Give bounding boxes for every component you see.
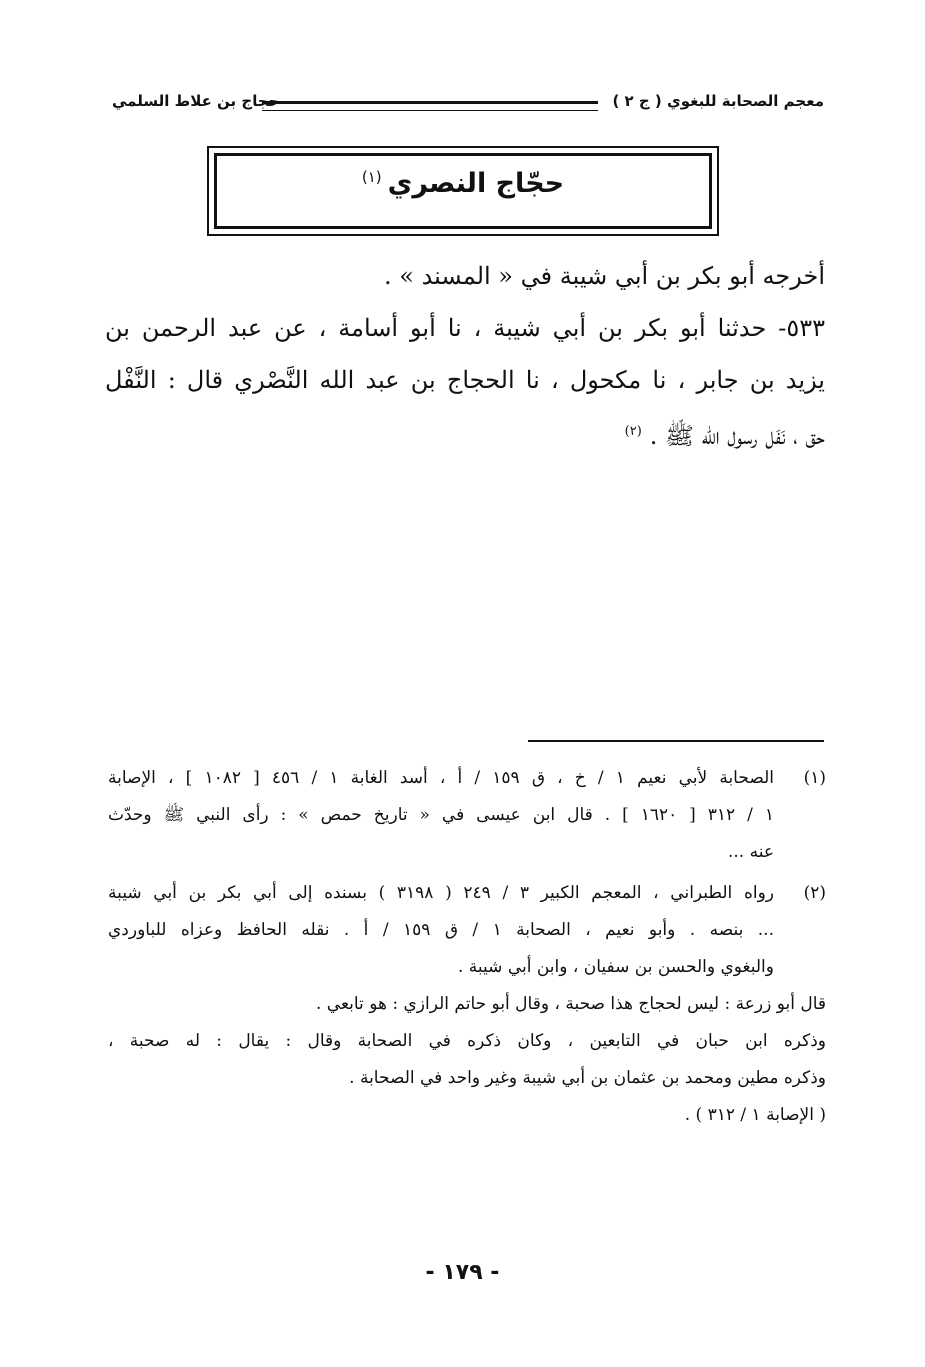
footnote-number: (٢) xyxy=(803,883,826,903)
entry-title-text: حجّاج النصري xyxy=(387,168,565,199)
running-header xyxy=(112,88,824,122)
title-footnote-ref: (١) xyxy=(361,168,382,186)
footnote-1 xyxy=(108,760,826,871)
hadith-line-3-text: حق ، نَفَل رسول الله ﷺ . xyxy=(649,422,825,450)
footnote-2 xyxy=(108,875,826,986)
footnote-line: والبغوي والحسن بن سفيان ، وابن أبي شيبة . xyxy=(457,957,774,977)
footnote-line: وذكره ابن حبان في التابعين ، وكان ذكره في الصحابة وقال : يقال : له صحبة ، xyxy=(108,1031,826,1051)
footnote-line: عنه ... xyxy=(727,842,774,862)
source-line: أخرجه أبو بكر بن أبي شيبة في « المسند » . xyxy=(384,262,825,290)
footnote-line: قال أبو زرعة : ليس لحجاج هذا صحبة ، وقال أبو حاتم الرازي : هو تابعي . xyxy=(315,994,826,1014)
footnote-line: رواه الطبراني ، المعجم الكبير ٣ / ٢٤٩ ( ٣١٩٨ ) بسنده إلى أبي بكر بن أبي شيبة xyxy=(108,883,774,903)
footnote-line: ... بنصه . وأبو نعيم ، الصحابة ١ / ق ١٥٩ / أ . نقله الحافظ وعزاه للباوردي xyxy=(108,920,774,940)
page-number: - ١٧٩ - xyxy=(425,1260,500,1285)
footnote-separator xyxy=(528,740,824,742)
footnotes xyxy=(108,760,826,1134)
footnote-line: ( الإصابة ١ / ٣١٢ ) . xyxy=(684,1105,826,1125)
footnote-2-continuation xyxy=(108,986,826,1134)
header-section-title: حجاج بن علاط السلمي xyxy=(112,92,280,110)
header-book-title: معجم الصحابة للبغوي ( ج ٢ ) xyxy=(612,92,824,110)
footnote-line: الصحابة لأبي نعيم ١ / خ ، ق ١٥٩ / أ ، أسد الغابة ١ / ٤٥٦ [ ١٠٨٢ ] ، الإصابة xyxy=(108,768,774,788)
header-rule xyxy=(262,101,598,111)
footnote-number: (١) xyxy=(803,768,826,788)
footnote-line: وذكره مطين ومحمد بن عثمان بن أبي شيبة وغير واحد في الصحابة . xyxy=(349,1068,826,1088)
hadith-line-3 xyxy=(105,406,825,462)
title-frame xyxy=(207,146,719,236)
entry-title xyxy=(209,168,717,199)
body-text xyxy=(105,250,825,462)
hadith-footnote-ref: (٢) xyxy=(624,424,642,439)
hadith-line-2: يزيد بن جابر ، نا مكحول ، نا الحجاج بن عبد الله النَّصْري قال : النَّفْل xyxy=(105,366,825,394)
hadith-line-1: ٥٣٣- حدثنا أبو بكر بن أبي شيبة ، نا أبو أسامة ، عن عبد الرحمن بن xyxy=(105,314,825,342)
footnote-line: ١ / ٣١٢ [ ١٦٢٠ ] . قال ابن عيسى في « تاريخ حمص » : رأى النبي ﷺ وحدّث xyxy=(108,805,774,825)
